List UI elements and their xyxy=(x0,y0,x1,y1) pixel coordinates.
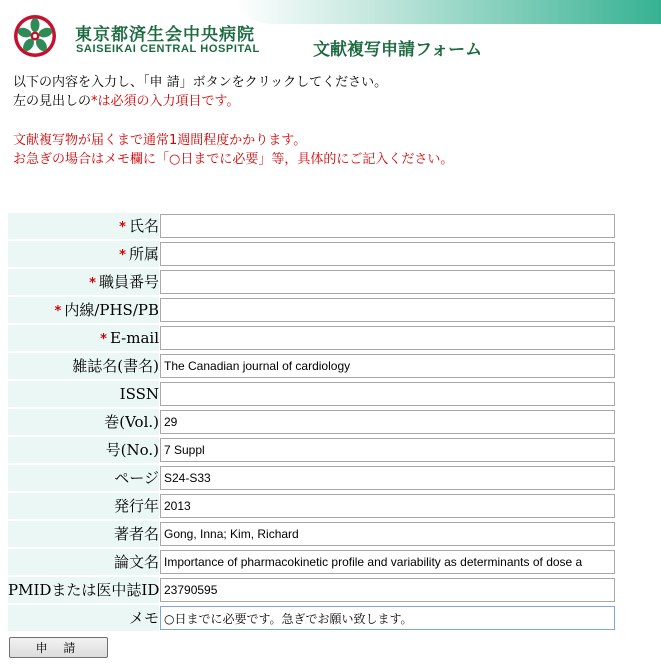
field-label-volume xyxy=(8,409,159,435)
field-label-article-title xyxy=(8,549,159,575)
instruction-line-1: 以下の内容を入力し、「申 請」ボタンをクリックしてください。 xyxy=(13,75,388,90)
form-row-memo xyxy=(8,604,616,632)
required-star: * xyxy=(119,220,126,235)
field-label-issue xyxy=(8,437,159,463)
field-label-text: ページ xyxy=(114,469,159,487)
instruction-line-2-prefix: 左の見出しの xyxy=(13,94,92,109)
header-band xyxy=(235,0,661,24)
staff-number-input[interactable] xyxy=(160,270,615,294)
field-label-pmid xyxy=(8,577,159,603)
field-label-staff-number xyxy=(8,269,159,295)
field-label-text: 雑誌名(書名) xyxy=(72,357,159,375)
field-label-text: メモ xyxy=(128,609,159,627)
page-header xyxy=(0,0,661,66)
delivery-note: 文献複写物が届くまで通常1週間程度かかります。 xyxy=(13,133,307,148)
instruction-line-2 xyxy=(13,92,239,111)
field-label-year xyxy=(8,493,159,519)
field-label-name xyxy=(8,213,159,239)
form-row-issn xyxy=(8,380,616,408)
form-row-extension xyxy=(8,296,616,324)
urgent-note: お急ぎの場合はメモ欄に「○日までに必要」等，具体的にご記入ください。 xyxy=(13,152,454,167)
affiliation-input[interactable] xyxy=(160,242,615,266)
field-label-text: 著者名 xyxy=(113,525,159,543)
issue-input[interactable] xyxy=(160,438,615,462)
field-label-text: PMIDまたは医中誌ID xyxy=(8,581,160,599)
instruction-line-2-suffix: は必須の入力項目です。 xyxy=(97,94,240,109)
field-label-text: 氏名 xyxy=(128,217,159,235)
pmid-input[interactable] xyxy=(160,578,615,602)
field-label-text: 発行年 xyxy=(113,497,159,515)
field-label-text: 職員番号 xyxy=(98,273,159,291)
form-row-staff-number xyxy=(8,268,616,296)
field-label-authors xyxy=(8,521,159,547)
field-label-text: 論文名 xyxy=(113,553,159,571)
publication-year-input[interactable] xyxy=(160,494,615,518)
field-label-text: 所属 xyxy=(128,245,159,263)
field-label-text: ISSN xyxy=(119,385,159,403)
required-star: * xyxy=(89,276,96,291)
form-row-pages xyxy=(8,464,616,492)
hospital-name-english: SAISEIKAI CENTRAL HOSPITAL xyxy=(76,43,260,55)
pages-input[interactable] xyxy=(160,466,615,490)
field-label-text: 巻(Vol.) xyxy=(104,413,159,431)
form-row-email xyxy=(8,324,616,352)
form-row-authors xyxy=(8,520,616,548)
page-title: 文献複写申請フォーム xyxy=(313,40,483,60)
required-star: * xyxy=(100,332,107,347)
field-label-email xyxy=(8,325,159,351)
saiseikai-logo-icon xyxy=(13,14,57,58)
field-label-extension xyxy=(8,297,159,323)
hospital-name: 東京都済生会中央病院 xyxy=(75,25,255,45)
field-label-journal xyxy=(8,353,159,379)
form-row-volume xyxy=(8,408,616,436)
email-input[interactable] xyxy=(160,326,615,350)
field-label-pages xyxy=(8,465,159,491)
field-label-affiliation xyxy=(8,241,159,267)
form-row-year xyxy=(8,492,616,520)
form-row-article-title xyxy=(8,548,616,576)
copy-request-form xyxy=(8,212,616,632)
submit-button[interactable]: 申 請 xyxy=(9,637,108,658)
form-row-journal xyxy=(8,352,616,380)
name-input[interactable] xyxy=(160,214,615,238)
form-row-affiliation xyxy=(8,240,616,268)
memo-input[interactable] xyxy=(160,606,615,630)
required-star: * xyxy=(119,248,126,263)
authors-input[interactable] xyxy=(160,522,615,546)
field-label-text: 号(No.) xyxy=(105,441,159,459)
extension-input[interactable] xyxy=(160,298,615,322)
required-star: * xyxy=(54,304,62,319)
journal-title-input[interactable] xyxy=(160,354,615,378)
field-label-issn xyxy=(8,381,159,407)
form-row-pmid xyxy=(8,576,616,604)
field-label-text: 内線/PHS/PB xyxy=(64,301,159,319)
form-row-issue xyxy=(8,436,616,464)
form-row-name xyxy=(8,212,616,240)
field-label-memo xyxy=(8,605,159,631)
field-label-text: E-mail xyxy=(109,329,159,347)
article-title-input[interactable] xyxy=(160,550,615,574)
required-star-legend: * xyxy=(91,94,98,109)
volume-input[interactable] xyxy=(160,410,615,434)
issn-input[interactable] xyxy=(160,382,615,406)
